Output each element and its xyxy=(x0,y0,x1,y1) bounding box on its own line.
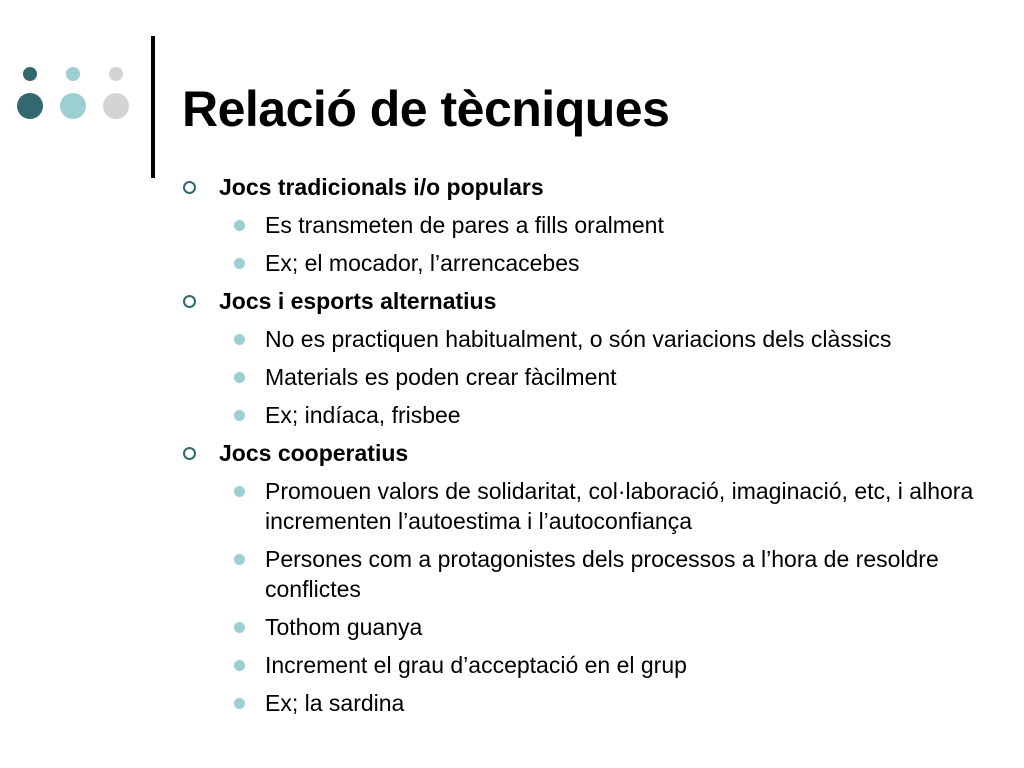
section-jocs-alternatius xyxy=(183,286,983,316)
list-item xyxy=(183,544,983,604)
list-item xyxy=(183,476,983,536)
decor-dot-small-3 xyxy=(109,67,123,81)
list-item-text: Materials es poden crear fàcilment xyxy=(265,364,617,390)
section-heading: Jocs i esports alternatius xyxy=(219,288,497,314)
title-divider-line xyxy=(151,36,155,178)
list-item-text: Increment el grau d’acceptació en el grup xyxy=(265,652,687,678)
list-item-text: Tothom guanya xyxy=(265,614,423,640)
dot-bullet-icon xyxy=(234,410,245,421)
list-item xyxy=(183,248,983,278)
ring-bullet-icon xyxy=(183,181,196,194)
list-item-text: No es practiquen habitualment, o són variacions dels clàssics xyxy=(265,326,892,352)
list-item-text: Persones com a protagonistes dels processos a l’hora de resoldre conflictes xyxy=(265,546,939,602)
list-item-text: Promouen valors de solidaritat, col·laboració, imaginació, etc, i alhora incrementen l’autoestima i l’autoconfiança xyxy=(265,478,974,534)
list-item xyxy=(183,210,983,240)
list-item-text: Es transmeten de pares a fills oralment xyxy=(265,212,664,238)
list-item xyxy=(183,324,983,354)
section-jocs-tradicionals xyxy=(183,172,983,202)
decor-dot-small-2 xyxy=(66,67,80,81)
list-item xyxy=(183,400,983,430)
decor-dot-large-1 xyxy=(17,93,43,119)
dot-bullet-icon xyxy=(234,622,245,633)
section-jocs-cooperatius xyxy=(183,438,983,468)
section-heading: Jocs cooperatius xyxy=(219,440,409,466)
section-heading: Jocs tradicionals i/o populars xyxy=(219,174,544,200)
list-item xyxy=(183,362,983,392)
dot-bullet-icon xyxy=(234,258,245,269)
section-items xyxy=(183,476,983,718)
decor-dot-small-1 xyxy=(23,67,37,81)
list-item-text: Ex; indíaca, frisbee xyxy=(265,402,461,428)
slide-content xyxy=(183,170,983,718)
dot-bullet-icon xyxy=(234,698,245,709)
dot-bullet-icon xyxy=(234,334,245,345)
dot-bullet-icon xyxy=(234,554,245,565)
slide-title: Relació de tècniques xyxy=(182,81,670,137)
dot-bullet-icon xyxy=(234,372,245,383)
dot-bullet-icon xyxy=(234,660,245,671)
list-item xyxy=(183,688,983,718)
decor-dot-large-2 xyxy=(60,93,86,119)
dot-bullet-icon xyxy=(234,220,245,231)
section-items xyxy=(183,324,983,430)
ring-bullet-icon xyxy=(183,447,196,460)
list-item-text: Ex; la sardina xyxy=(265,690,405,716)
ring-bullet-icon xyxy=(183,295,196,308)
list-item-text: Ex; el mocador, l’arrencacebes xyxy=(265,250,580,276)
dot-bullet-icon xyxy=(234,486,245,497)
decor-dot-large-3 xyxy=(103,93,129,119)
section-items xyxy=(183,210,983,278)
list-item xyxy=(183,650,983,680)
list-item xyxy=(183,612,983,642)
